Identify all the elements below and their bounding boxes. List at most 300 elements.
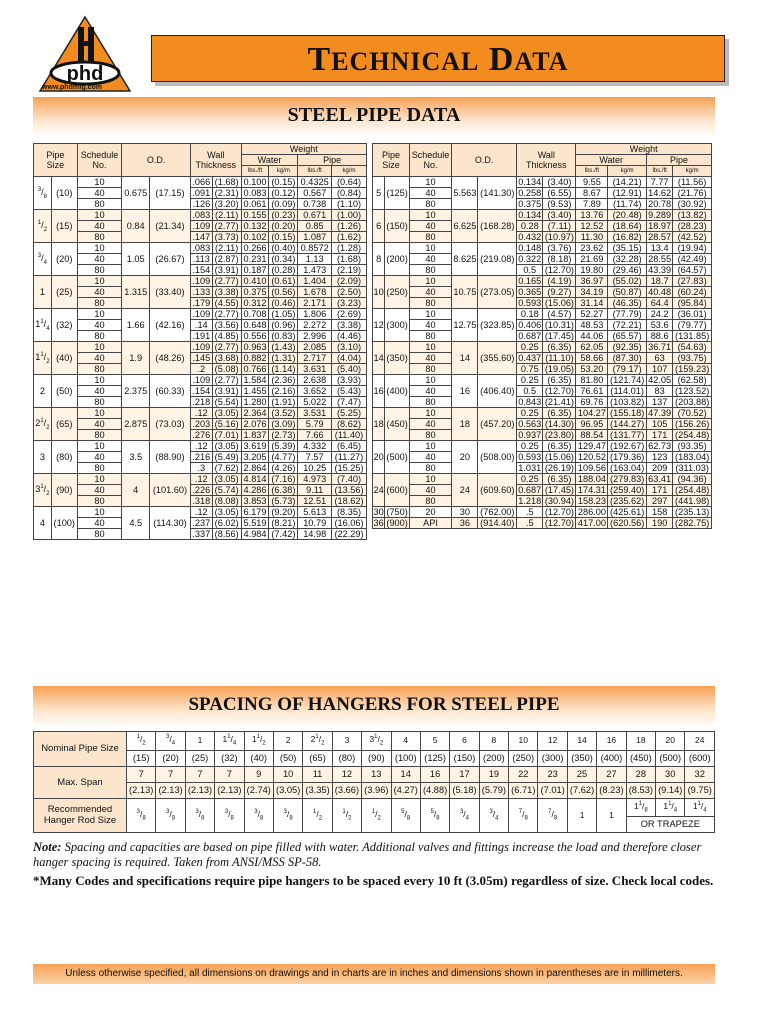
cell: (179.36) [608,452,647,463]
od-mm: (33.40) [150,276,191,309]
table-row [34,188,367,199]
od-mm: (762.00) [478,507,517,518]
pipe-size-mm: (350) [385,342,410,375]
table-row [34,485,367,496]
nominal-size-mm: (400) [597,750,626,766]
cell: .109 [192,221,211,231]
cell: 0.5 [517,265,543,276]
cell: (441.98) [673,496,712,507]
cell: 0.8572 [298,243,332,254]
cell: (5.40) [332,364,367,375]
span-m: (7.62) [567,782,596,798]
cell: 10.79 [298,518,332,529]
schedule: 80 [77,430,122,441]
span-label: Max. Span [34,766,127,798]
table-row [34,518,367,529]
cell: .109 [192,276,211,286]
cell: (36.01) [673,309,712,320]
cell: 0.882 [241,353,269,364]
cell: (6.45) [332,441,367,452]
cell: 0.25 [517,474,543,485]
cell: 9.11 [298,485,332,496]
cell: (1.31) [269,353,298,364]
table-row [373,485,712,496]
cell: 2.996 [298,331,332,342]
table-row [373,188,712,199]
pipe-size: $^1/_2$ [34,210,52,243]
cell: 158 [646,507,672,518]
cell: (7.40) [332,474,367,485]
steel-pipe-table-right: Pipe Size Schedule No. O.D. Wall Thickness Weight Water Pipe lbs./ft kg/m lbs./ft kg/m 5 (125) 10 5.563 (141.30) 0.134 (3.40) 9.55 (14.21) 7.77 (11.56) 40 0.258 (6.55) 8.67 (12.91) 14.62 (21.76) 80 0.375 (9.53) 7.89 (11.74) 20.78 (30.92) 6 (150) 10 6.625 (168.28) 0.134 (3.40) 13.76 (20.48) 9.289 (13.82) 40 0.28 (7.11) 12.52 (18.64) 18.97 (28.23) 80 0.432 (10.97) 11.30 (16.82) 28.57 (42.52) 8 (200) 10 8.625 (219.08) 0.148 (3.76) 23.62 (35.15) 13.4 (19.94) 40 0.322 (8.18) 21.69 (32.28) 28.55 (42.49) 80 0.5 (12.70) 19.80 (29.46) 43.39 (64.57) 10 (250) 10 10.75 (273.05) 0.165 (4.19) 36.97 (55.02) 18.7 (27.83) 40 0.365 (9.27) 34.19 (50.87) 40.48 (60.24) 80 0.593 (15.06) 31.14 (46.35) 64.4 (95.84) 12 (300) 10 12.75 (323.85) 0.18 (4.57) 52.27 (77.79) 24.2 (36.01) 40 0.406 (10.31) 48.53 (72.21) 53.6 (79.77) 80 0.687 (17.45) 44.06 (65.57) 88.6 (131.85) 14 (350) 10 14 (355.60) 0.25 (6.35) 62.05 (92.35) 36.71 (54.63) 40 0.437 (11.10) 58.66 (87.30) 63 (93.75) 80 0.75 (19.05) 53.20 (79.17) 107 (159.23) 16 (400) 10 16 (406.40) 0.25 (6.35) 81.80 (121.74) 42.05 (62.58) 40 0.5 (12.70) 76.61 (114.01) 83 (123.52) 80 0.843 (21.41) 69.76 (103.82) 137 (203.88) 18 (450) 10 18 (457.20) 0.25 (6.35) 104.27 (155.18) 47.39 (70.52) 40 0.563 (14.30) 96.95 (144.27) 105 (156.26) 80 0.937 (23.80) 88.54 (131.77) 171 (254.48) 20 (500) 10 20 (508.00) 0.25 (6.35) 129.47 (192.67) 62.73 (93.35) 40 0.593 (15.06) 120.52 (179.36) 123 (183.04) 80 1.031 (26.19) 109.56 (163.04) 209 (311.03) 24 (600) 10 24 (609.60) 0.25 (6.35) 188.04 (279.83) 63.41 (94.36) 40 0.687 (17.45) 174.31 (259.40) 171 (254.48) 80 1.218 (30.94) 158.23 (235.62) 297 (441.98) 30 (750) 20 30 (762.00) .5 (12.70) 286.00 (425.61) 158 (235.13) 36 (900) API 36 (914.40) .5 (12.70) 417.00 (620.56) 190 (282.75) [372,143,712,529]
cell: (7.47) [332,397,367,408]
cell: 63 [646,353,672,364]
od-mm: (73.03) [150,408,191,441]
cell: 4.332 [298,441,332,452]
pipe-size: 14 [373,342,385,375]
hangers-title: SPACING OF HANGERS FOR STEEL PIPE [188,694,560,715]
cell: 158.23 [577,496,606,506]
cell: (14.30) [544,419,574,429]
nominal-size-mm: (300) [538,750,567,766]
hdr-pipe-size: Pipe Size [373,144,410,177]
cell: 286.00 [577,507,606,517]
cell: 0.556 [241,331,269,342]
cell: (27.83) [673,276,712,287]
trapeze-label: OR TRAPEZE [626,817,714,833]
cell: (12.70) [544,518,574,528]
nominal-size-mm: (500) [656,750,685,766]
cell: (92.35) [608,342,647,353]
cell: .318 [192,496,211,506]
od-mm: (17.15) [150,177,191,210]
hdr-water: Water [241,155,298,166]
schedule: 40 [409,353,451,364]
od: 14 [452,342,478,375]
schedule: 10 [409,276,451,287]
cell: (2.36) [269,375,298,386]
cell: 2.076 [241,419,269,430]
cell: (131.77) [608,430,647,441]
schedule: 40 [77,518,122,529]
cell: 2.171 [298,298,332,309]
cell: 4.814 [241,474,269,485]
schedule: 40 [409,188,451,199]
cell: 297 [646,496,672,507]
cell: (55.02) [608,276,647,287]
cell: .237 [192,518,211,528]
od: 10.75 [452,276,478,309]
nominal-size-mm: (32) [215,750,244,766]
schedule: 40 [77,353,122,364]
od: 3.5 [122,441,150,474]
cell: (1.00) [332,210,367,221]
hdr-pipe: Pipe [298,155,367,166]
cell: 0.593 [518,298,542,308]
cell: 3.619 [241,441,269,452]
nominal-size: 6 [450,732,479,751]
od-mm: (60.33) [150,375,191,408]
cell: 417.00 [577,518,606,528]
nominal-size: 16 [597,732,626,751]
cell: 18.97 [648,221,672,231]
rod-label: Recommended Hanger Rod Size [34,798,127,833]
table-row [373,353,712,364]
od: 6.625 [452,210,478,243]
cell: 8.67 [576,188,608,199]
cell: 7.89 [576,199,608,210]
cell: (282.75) [673,518,712,529]
rod-size: $^3/_8$ [244,798,273,833]
schedule: 10 [77,408,122,419]
cell: (19.94) [673,243,712,254]
cell: (4.57) [543,309,576,320]
table-row [373,320,712,331]
table-row [373,397,712,408]
cell: (1.14) [269,364,298,375]
cell: .109 [192,375,211,385]
cell: 52.27 [576,309,608,320]
cell: (5.39) [269,441,298,452]
cell: 0.231 [241,254,269,265]
cell: .203 [192,419,211,429]
cell: 171 [646,430,672,441]
span: 28 [626,766,655,782]
cell: 0.365 [518,287,542,297]
cell: (620.56) [608,518,647,529]
rod-size: $^5/_8$ [420,798,449,833]
cell: (6.02) [212,518,241,529]
cell: 0.963 [241,342,269,353]
rod-size: 1 [567,798,596,833]
cell: 42.05 [648,375,672,385]
table-row [373,331,712,342]
table-row [373,199,712,210]
pipe-data-title: STEEL PIPE DATA [287,104,461,126]
cell: (1.68) [332,254,367,265]
schedule: 80 [77,364,122,375]
pipe-size: 30 [373,507,384,517]
cell: (54.63) [673,342,712,353]
schedule: 80 [409,430,451,441]
cell: (0.20) [269,221,298,232]
cell: (5.43) [332,386,367,397]
span-m: (9.75) [685,782,715,798]
cell: (6.35) [543,408,576,419]
cell: (3.40) [543,210,576,221]
cell: (254.48) [673,485,712,496]
od: 5.563 [452,177,478,210]
nominal-size-mm: (600) [685,750,715,766]
cell: .337 [192,529,211,539]
hdr-weight: Weight [576,144,712,155]
cell: (2.50) [332,287,367,298]
table-row [34,210,367,221]
rod-size: $1^1/_4$ [656,798,685,817]
cell: (0.64) [332,177,367,188]
span: 25 [567,766,596,782]
pipe-size: 10 [373,276,385,309]
cell: 0.25 [517,441,543,452]
pipe-size-mm: (250) [385,276,410,309]
page-title: TECHNICAL DATA [307,41,569,78]
cell: (259.40) [608,485,647,496]
hdr-weight: Weight [241,144,366,155]
cell: 9.289 [648,210,672,220]
table-row [373,452,712,463]
cell: (32.28) [608,254,647,265]
cell: 14.62 [648,188,672,198]
cell: (3.05) [212,441,241,452]
rod-size: $^7/_8$ [538,798,567,833]
nominal-size-mm: (50) [273,750,302,766]
cell: (0.34) [269,254,298,265]
hdr-wall: Wall Thickness [517,144,576,177]
cell: 2.364 [241,408,269,419]
cell: (21.41) [544,397,574,407]
nominal-size: 18 [626,732,655,751]
cell: (95.84) [673,298,712,309]
od: 0.84 [122,210,150,243]
schedule: 10 [77,276,122,287]
cell: 9.55 [576,177,608,188]
rod-size: $^3/_8$ [215,798,244,833]
cell: (155.18) [608,408,647,419]
cell: 28.55 [648,254,672,264]
nominal-size-mm: (450) [626,750,655,766]
cell: (0.84) [332,188,367,199]
cell: (0.09) [269,199,298,210]
schedule: 80 [409,463,451,474]
cell: 5.613 [298,507,332,518]
table-row [34,232,367,243]
span: 16 [420,766,449,782]
cell: .12 [190,408,212,419]
cell: (18.62) [332,496,367,507]
pipe-size-mm: (32) [51,309,77,342]
cell: (4.19) [543,276,576,287]
cell: 0.375 [241,287,269,298]
cell: (29.46) [608,265,647,276]
cell: (21.76) [673,188,712,199]
table-row [34,331,367,342]
cell: .191 [192,331,211,341]
rod-size: $^1/_2$ [332,798,361,833]
pipe-size: $2^1/_2$ [34,408,52,441]
cell: (6.35) [543,441,576,452]
span: 30 [656,766,685,782]
table-row [34,309,367,320]
cell: (2.77) [212,342,241,353]
cell: (3.20) [212,199,241,210]
cell: (5.54) [212,397,241,408]
cell: 109.56 [577,463,606,473]
od: 4.5 [122,507,150,540]
schedule: 10 [77,177,122,188]
cell: 53.6 [646,320,672,331]
schedule: 10 [409,408,451,419]
cell: 104.27 [577,408,606,418]
schedule: 80 [409,298,451,309]
cell: (3.91) [212,265,241,276]
pipe-size: 36 [373,518,384,528]
cell: 13.76 [576,210,608,221]
table-row [373,430,712,441]
cell: (11.74) [608,199,647,210]
cell: (2.16) [269,386,298,397]
table-row [373,210,712,221]
span: 22 [509,766,538,782]
cell: .14 [190,320,212,331]
nominal-size: 10 [509,732,538,751]
span-m: (9.14) [656,782,685,798]
cell: (4.85) [212,331,241,342]
cell: 0.406 [518,320,542,330]
cell: (1.26) [332,221,367,232]
nominal-size: 20 [656,732,685,751]
cell: 36.71 [648,342,672,352]
pipe-size-mm: (400) [385,375,410,408]
table-row [34,441,367,452]
schedule: 40 [409,419,451,430]
cell: 1.473 [298,265,332,276]
cell: 5.022 [298,397,332,408]
pipe-size: $1^1/_4$ [34,309,52,342]
cell: .12 [190,507,212,518]
schedule: 10 [77,342,122,353]
nominal-size-mm: (40) [244,750,273,766]
cell: (65.57) [608,331,647,342]
od: 2.875 [122,408,150,441]
cell: (62.58) [673,375,712,386]
cell: 62.05 [576,342,608,353]
footer-band [33,964,715,984]
cell: 0.25 [517,375,543,386]
cell: 0.25 [517,342,543,353]
cell: 0.593 [518,452,542,462]
table-row [34,177,367,188]
od: 1.9 [122,342,150,375]
cell: 10.25 [298,463,332,474]
rod-size: $^7/_8$ [509,798,538,833]
schedule: 40 [77,485,122,496]
table-row [34,298,367,309]
span-m: (6.71) [509,782,538,798]
cell: (8.62) [332,419,367,430]
cell: (12.70) [544,507,574,517]
nominal-size-mm: (20) [156,750,185,766]
nominal-size-mm: (100) [391,750,420,766]
schedule: 80 [77,199,122,210]
schedule: 40 [409,386,451,397]
pipe-size: 18 [373,408,385,441]
cell: (79.77) [673,320,712,331]
cell: 0.155 [241,210,269,221]
pipe-size-mm: (90) [51,474,77,507]
cell: (2.77) [212,276,241,287]
table-row [373,298,712,309]
cell: .147 [192,232,211,242]
pipe-size: $^3/_4$ [34,243,52,276]
nominal-size: 2 [273,732,302,751]
od-mm: (26.67) [150,243,191,276]
cell: 120.52 [577,452,606,462]
cell: 0.165 [518,276,542,286]
schedule: 80 [409,364,451,375]
cell: (16.82) [608,232,647,243]
cell: 0.4325 [298,177,332,188]
cell: (0.40) [269,243,298,254]
span: 32 [685,766,715,782]
cell: 31.14 [576,298,608,309]
cell: (192.67) [608,441,647,452]
pipe-size-mm: (300) [385,309,410,342]
rod-size: $^3/_8$ [156,798,185,833]
cell: .133 [192,287,211,297]
cell: (10.97) [544,232,574,242]
cell: (0.15) [269,177,298,188]
cell: 96.95 [576,419,608,430]
cell: 0.5 [517,386,543,397]
table-row [34,419,367,430]
cell: (279.83) [608,474,647,485]
pipe-size-mm: (500) [385,441,410,474]
table-row [373,221,712,232]
cell: (2.11) [212,243,241,254]
cell: 4.973 [298,474,332,485]
cell: 1.678 [298,287,332,298]
pipe-size: $3^1/_2$ [34,474,52,507]
span: 7 [215,766,244,782]
table-row [373,243,712,254]
cell: (3.73) [212,232,241,243]
cell: .5 [517,518,543,529]
cell: 88.6 [646,331,672,342]
table-row [34,287,367,298]
cell: (87.30) [608,353,647,364]
cell: 2.085 [298,342,332,353]
pipe-size-mm: (450) [385,408,410,441]
cell: (7.11) [543,221,576,232]
cell: 3.205 [241,452,269,463]
schedule: 80 [409,496,451,507]
cell: (311.03) [673,463,712,474]
table-row [34,254,367,265]
schedule: 10 [77,474,122,485]
nominal-size: 24 [685,732,715,751]
span: 11 [303,766,332,782]
schedule: 80 [77,298,122,309]
table-row [34,243,367,254]
hdr-wall: Wall Thickness [190,144,241,177]
schedule: 80 [409,397,451,408]
cell: 0.102 [241,232,269,243]
rod-size: $^5/_8$ [391,798,420,833]
cell: 1.837 [241,430,269,441]
cell: 3.631 [298,364,332,375]
cell: 14.98 [298,529,332,540]
rod-size: $1^1/_4$ [685,798,715,817]
table-row [373,375,712,386]
table-row [373,276,712,287]
table-row [34,276,367,287]
table-row [373,507,712,518]
od-mm: (273.05) [478,276,517,309]
cell: 2.717 [298,353,332,364]
cell: (163.04) [608,463,647,474]
schedule: 40 [409,452,451,463]
cell: (30.92) [673,199,712,210]
span: 10 [273,766,302,782]
